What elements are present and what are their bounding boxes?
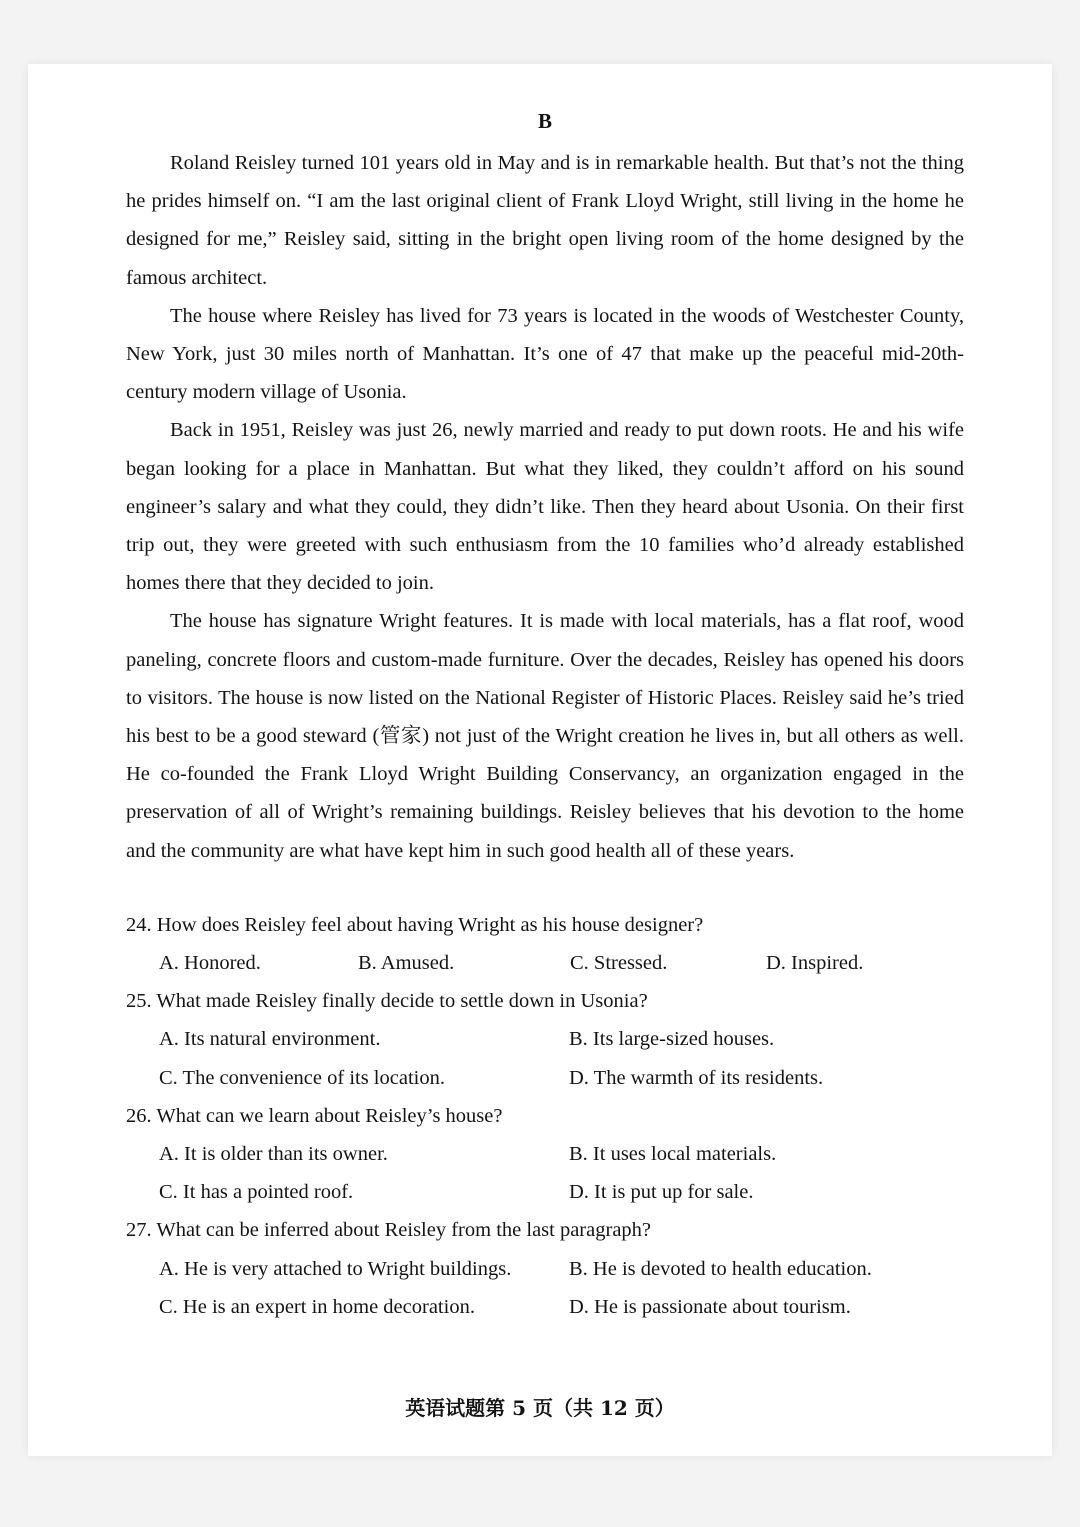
option-a: A. Honored. xyxy=(159,952,261,975)
reading-passage xyxy=(126,144,964,870)
option-list xyxy=(126,1020,964,1096)
option-list xyxy=(126,1250,964,1326)
option-b: B. He is devoted to health education. xyxy=(569,1257,872,1280)
question-stem: 25. What made Reisley finally decide to settle down in Usonia? xyxy=(126,990,648,1013)
option-c: C. He is an expert in home decoration. xyxy=(159,1295,475,1318)
option-c: C. It has a pointed roof. xyxy=(159,1181,354,1204)
option-b: B. Its large-sized houses. xyxy=(569,1028,775,1051)
question-stem: 27. What can be inferred about Reisley from the last paragraph? xyxy=(126,1219,652,1242)
section-label: B xyxy=(537,109,552,133)
page-footer: 英语试题第 5 页（共 12 页） xyxy=(405,1396,675,1420)
option-a: A. It is older than its owner. xyxy=(159,1143,388,1166)
page-content xyxy=(126,108,964,1326)
option-c: C. The convenience of its location. xyxy=(159,1066,445,1089)
passage-paragraph-1: Roland Reisley turned 101 years old in May and is in remarkable health. But that’s not the thing he prides himself on. “I am the last original client of Frank Lloyd Wright, still living in the home he designed for me,” Reisley said, sitting in the bright open living room of the home designed by the famous architect. xyxy=(126,152,964,289)
question-26 xyxy=(126,1097,964,1212)
passage-paragraph-3: Back in 1951, Reisley was just 26, newly married and ready to put down roots. He and his wife began looking for a place in Manhattan. But what they liked, they couldn’t afford on his sound engineer’s salary and what they could, they didn’t like. Then they heard about Usonia. On their first trip out, they were greeted with such enthusiasm from the 10 families who’d already established homes there that they decided to join. xyxy=(126,419,964,595)
option-list xyxy=(126,1135,964,1211)
option-d: D. The warmth of its residents. xyxy=(569,1066,824,1089)
exam-page xyxy=(28,64,1052,1456)
option-c: C. Stressed. xyxy=(570,952,668,975)
option-b: B. Amused. xyxy=(358,952,455,975)
question-list xyxy=(126,906,964,1326)
passage-paragraph-2: The house where Reisley has lived for 73 years is located in the woods of Westchester County, New York, just 30 miles north of Manhattan. It’s one of 47 that make up the peaceful mid-20th-century modern village of Usonia. xyxy=(126,304,964,404)
question-27 xyxy=(126,1211,964,1326)
question-stem: 24. How does Reisley feel about having Wright as his house designer? xyxy=(126,913,704,936)
passage-paragraph-4: The house has signature Wright features. It is made with local materials, has a flat roof, wood paneling, concrete floors and custom-made furniture. Over the decades, Reisley has opened his doors to visitors. The house is now listed on the National Register of Historic Places. Reisley said he’s tried his best to be a good steward (管家) not just of the Wright creation he lives in, but all others as well. He co-founded the Frank Lloyd Wright Building Conservancy, an organization engaged in the preservation of all of Wright’s remaining buildings. Reisley believes that his devotion to the home and the community are what have kept him in such good health all of these years. xyxy=(126,610,964,862)
option-b: B. It uses local materials. xyxy=(569,1143,777,1166)
question-25 xyxy=(126,982,964,1097)
question-24 xyxy=(126,906,964,982)
option-d: D. Inspired. xyxy=(766,952,864,975)
option-d: D. He is passionate about tourism. xyxy=(569,1295,851,1318)
option-a: A. He is very attached to Wright buildings. xyxy=(159,1257,512,1280)
question-stem: 26. What can we learn about Reisley’s house? xyxy=(126,1104,503,1127)
option-a: A. Its natural environment. xyxy=(159,1028,381,1051)
option-d: D. It is put up for sale. xyxy=(569,1181,754,1204)
option-list xyxy=(126,944,964,982)
